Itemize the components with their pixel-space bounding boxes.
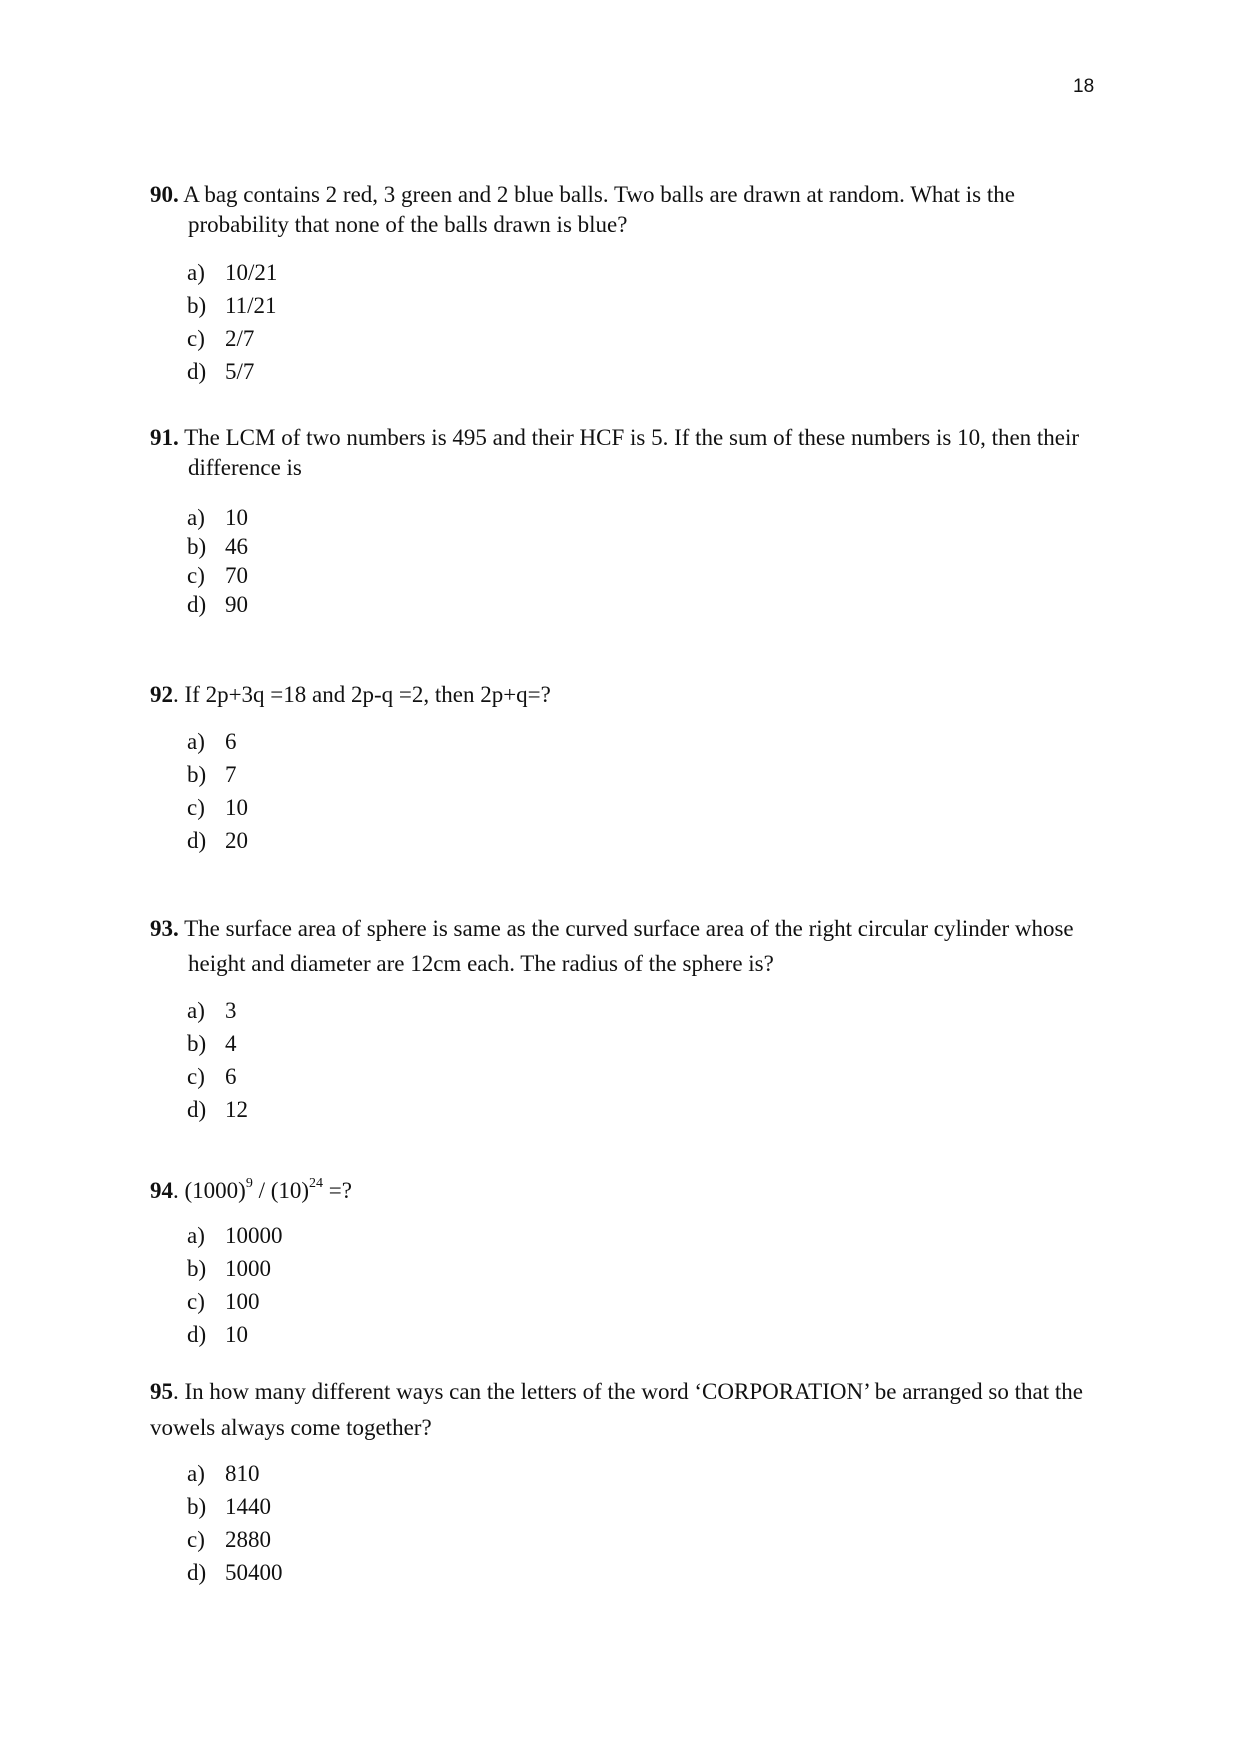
- question-text: [150, 1374, 1100, 1446]
- option-a: [187, 994, 248, 1027]
- option-a: [187, 1219, 283, 1252]
- option-b: [187, 758, 248, 791]
- question-body: . If 2p+3q =18 and 2p-q =2, then 2p+q=?: [173, 682, 551, 707]
- option-b: [187, 1490, 283, 1523]
- option-letter: a): [187, 729, 205, 754]
- option-value: 10000: [225, 1223, 283, 1248]
- option-d: [187, 1556, 283, 1589]
- option-letter: a): [187, 1461, 205, 1486]
- option-value: 7: [225, 762, 237, 787]
- question-90: [150, 180, 1100, 384]
- option-value: 100: [225, 1289, 260, 1314]
- exponent: 24: [309, 1176, 324, 1192]
- options-list: [187, 725, 248, 857]
- option-b: [187, 289, 277, 322]
- option-c: [187, 791, 248, 824]
- option-value: 2880: [225, 1527, 271, 1552]
- option-a: [187, 503, 248, 532]
- option-letter: d): [187, 1097, 207, 1122]
- option-value: 46: [225, 534, 248, 559]
- question-93: [150, 911, 1100, 1122]
- option-letter: a): [187, 998, 205, 1023]
- option-c: [187, 1523, 283, 1556]
- option-value: 6: [225, 729, 237, 754]
- option-letter: c): [187, 1527, 205, 1552]
- page-number: 18: [1073, 76, 1095, 97]
- question-text: [150, 180, 1100, 240]
- option-b: [187, 532, 248, 561]
- option-letter: b): [187, 293, 207, 318]
- option-value: 10: [225, 795, 248, 820]
- question-number: 93.: [150, 916, 179, 941]
- option-value: 2/7: [225, 326, 255, 351]
- option-d: [187, 1318, 283, 1351]
- option-value: 10: [225, 1322, 248, 1347]
- options-list: [187, 994, 248, 1126]
- question-body: A bag contains 2 red, 3 green and 2 blue balls. Two balls are drawn at random. What is the probability that none of the balls drawn is blue?: [183, 182, 1015, 237]
- option-a: [187, 256, 277, 289]
- option-value: 4: [225, 1031, 237, 1056]
- option-letter: a): [187, 505, 205, 530]
- options-list: [187, 503, 248, 619]
- question-body: The surface area of sphere is same as the curved surface area of the right circular cylinder whose height and diameter are 12cm each. The radius of the sphere is?: [184, 916, 1074, 976]
- option-letter: d): [187, 592, 207, 617]
- question-body: . In how many different ways can the letters of the word ‘CORPORATION’ be arranged so that the vowels always come together?: [150, 1379, 1083, 1440]
- option-value: 1440: [225, 1494, 271, 1519]
- question-94: [150, 1176, 1100, 1347]
- options-list: [187, 1457, 283, 1589]
- option-b: [187, 1252, 283, 1285]
- option-d: [187, 355, 277, 388]
- exponent: 9: [245, 1176, 253, 1192]
- option-value: 12: [225, 1097, 248, 1122]
- option-letter: d): [187, 828, 207, 853]
- option-a: [187, 725, 248, 758]
- option-letter: b): [187, 1494, 207, 1519]
- question-91: [150, 423, 1100, 617]
- question-number: 91.: [150, 425, 179, 450]
- option-letter: c): [187, 563, 205, 588]
- question-number: 95: [150, 1379, 173, 1404]
- option-d: [187, 1093, 248, 1126]
- option-letter: c): [187, 1289, 205, 1314]
- option-letter: b): [187, 762, 207, 787]
- option-value: 20: [225, 828, 248, 853]
- option-c: [187, 561, 248, 590]
- option-c: [187, 322, 277, 355]
- option-letter: c): [187, 1064, 205, 1089]
- question-text: [150, 911, 1100, 981]
- options-list: [187, 256, 277, 388]
- question-body: The LCM of two numbers is 495 and their HCF is 5. If the sum of these numbers is 10, then their difference is: [184, 425, 1080, 480]
- question-body-middle: / (10): [252, 1178, 310, 1203]
- option-value: 11/21: [225, 293, 277, 318]
- option-letter: c): [187, 795, 205, 820]
- option-value: 5/7: [225, 359, 255, 384]
- options-list: [187, 1219, 283, 1351]
- option-a: [187, 1457, 283, 1490]
- question-text: [150, 680, 1100, 710]
- option-value: 3: [225, 998, 237, 1023]
- option-value: 10/21: [225, 260, 278, 285]
- question-95: [150, 1374, 1100, 1585]
- option-d: [187, 824, 248, 857]
- option-value: 50400: [225, 1560, 283, 1585]
- option-value: 10: [225, 505, 248, 530]
- question-number: 94: [150, 1178, 173, 1203]
- option-d: [187, 590, 248, 619]
- option-value: 810: [225, 1461, 260, 1486]
- option-b: [187, 1027, 248, 1060]
- option-value: 1000: [225, 1256, 271, 1281]
- question-text: [150, 1176, 1100, 1206]
- question-number: 92: [150, 682, 173, 707]
- question-number: 90.: [150, 182, 179, 207]
- option-letter: b): [187, 1031, 207, 1056]
- option-value: 90: [225, 592, 248, 617]
- option-letter: b): [187, 534, 207, 559]
- question-body-suffix: =?: [323, 1178, 352, 1203]
- option-letter: d): [187, 359, 207, 384]
- option-letter: c): [187, 326, 205, 351]
- option-letter: d): [187, 1322, 207, 1347]
- option-c: [187, 1060, 248, 1093]
- option-value: 70: [225, 563, 248, 588]
- question-92: [150, 680, 1100, 853]
- option-letter: a): [187, 1223, 205, 1248]
- option-letter: d): [187, 1560, 207, 1585]
- option-c: [187, 1285, 283, 1318]
- question-text: [150, 423, 1100, 483]
- option-value: 6: [225, 1064, 237, 1089]
- question-body-prefix: . (1000): [173, 1178, 246, 1203]
- option-letter: a): [187, 260, 205, 285]
- option-letter: b): [187, 1256, 207, 1281]
